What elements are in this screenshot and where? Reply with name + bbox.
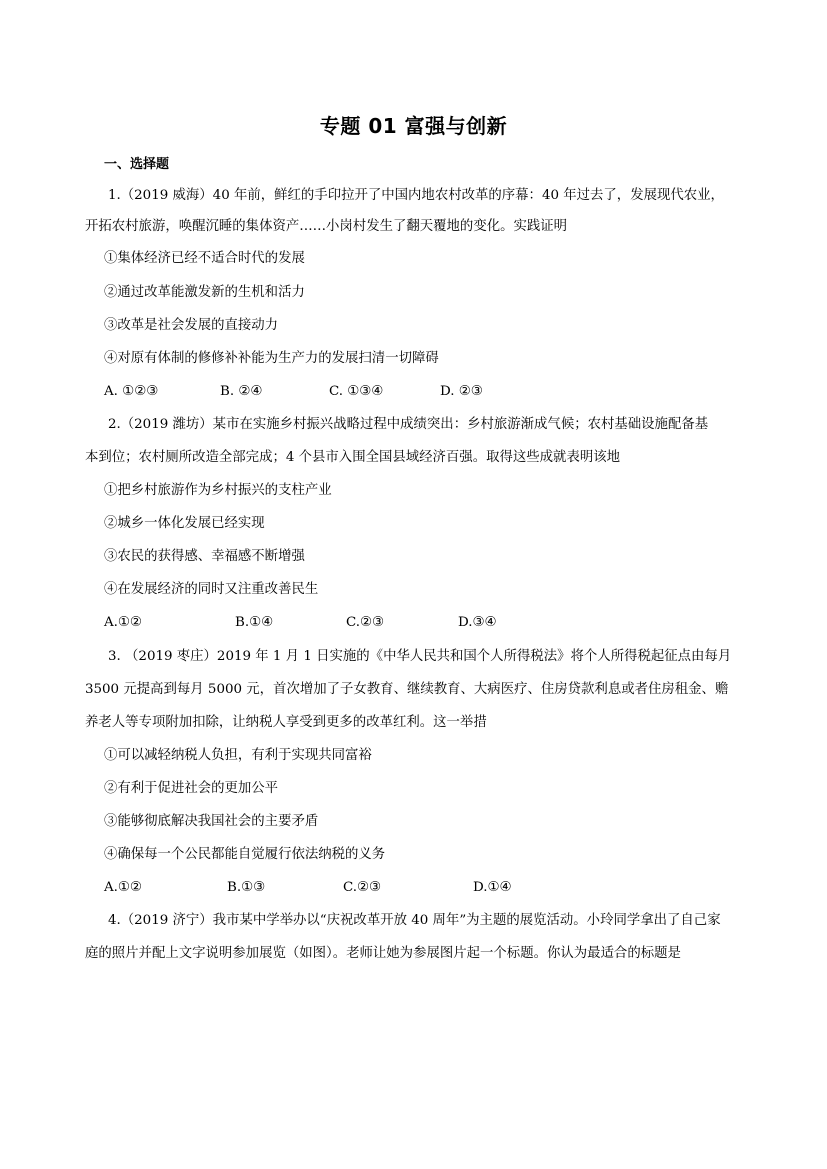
q2-option-b: B.①④ [235,615,274,630]
q4-stem-line2: 庭的照片并配上文字说明参加展览（如图）。老师让她为参展图片起一个标题。你认为最适合的标题是 [85,946,681,961]
q2-stem-line1: 2.（2019 潍坊）某市在实施乡村振兴战略过程中成绩突出：乡村旅游渐成气候；农村基础设施配备基 [108,417,709,432]
q3-option-c: C.②③ [343,880,382,895]
q1-stem-line1: 1.（2019 威海）40 年前，鲜红的手印拉开了中国内地农村改革的序幕：40 年过去了，发展现代农业， [108,188,724,203]
q1-option-b: B. ②④ [220,384,263,399]
q1-statement-3: ③改革是社会发展的直接动力 [104,318,279,333]
q3-statement-1: ①可以减轻纳税人负担，有利于实现共同富裕 [104,748,372,763]
q1-statement-1: ①集体经济已经不适合时代的发展 [104,251,305,266]
q3-option-b: B.①③ [227,880,266,895]
q2-option-d: D.③④ [458,615,497,630]
q1-statement-2: ②通过改革能激发新的生机和活力 [104,285,305,300]
q1-statement-4: ④对原有体制的修修补补能为生产力的发展扫清一切障碍 [104,351,439,366]
q2-statement-1: ①把乡村旅游作为乡村振兴的支柱产业 [104,483,332,498]
q2-statement-3: ③农民的获得感、幸福感不断增强 [104,549,305,564]
q2-option-a: A.①② [104,615,142,630]
q2-option-c: C.②③ [346,615,385,630]
q3-statement-3: ③能够彻底解决我国社会的主要矛盾 [104,814,319,829]
q3-statement-4: ④确保每一个公民都能自觉履行依法纳税的义务 [104,847,386,862]
q3-stem-line1: 3. （2019 枣庄）2019 年 1 月 1 日实施的《中华人民共和国个人所得税法》将个人所得税起征点由每月 [108,649,732,664]
q4-stem-line1: 4.（2019 济宁）我市某中学举办以“庆祝改革开放 40 周年”为主题的展览活动。小玲同学拿出了自己家 [108,913,721,928]
q3-stem-line2: 3500 元提高到每月 5000 元，首次增加了子女教育、继续教育、大病医疗、住房贷款利息或者住房租金、赡 [85,682,729,697]
q1-option-c: C. ①③④ [329,384,384,399]
q1-option-d: D. ②③ [440,384,483,399]
q2-stem-line2: 本到位；农村厕所改造全部完成；4 个县市入围全国县域经济百强。取得这些成就表明该地 [85,450,621,465]
q1-option-a: A. ①②③ [104,384,159,399]
q3-option-a: A.①② [104,880,142,895]
q2-statement-2: ②城乡一体化发展已经实现 [104,516,265,531]
q3-stem-line3: 养老人等专项附加扣除，让纳税人享受到更多的改革红利。这一举措 [85,715,487,730]
q1-stem-line2: 开拓农村旅游，唤醒沉睡的集体资产……小岗村发生了翻天覆地的变化。实践证明 [85,219,568,234]
q2-statement-4: ④在发展经济的同时又注重改善民生 [104,582,319,597]
page-title: 专题 01 富强与创新 [319,114,508,138]
q3-option-d: D.①④ [473,880,512,895]
q3-statement-2: ②有利于促进社会的更加公平 [104,781,279,796]
section-heading: 一、选择题 [104,157,170,172]
